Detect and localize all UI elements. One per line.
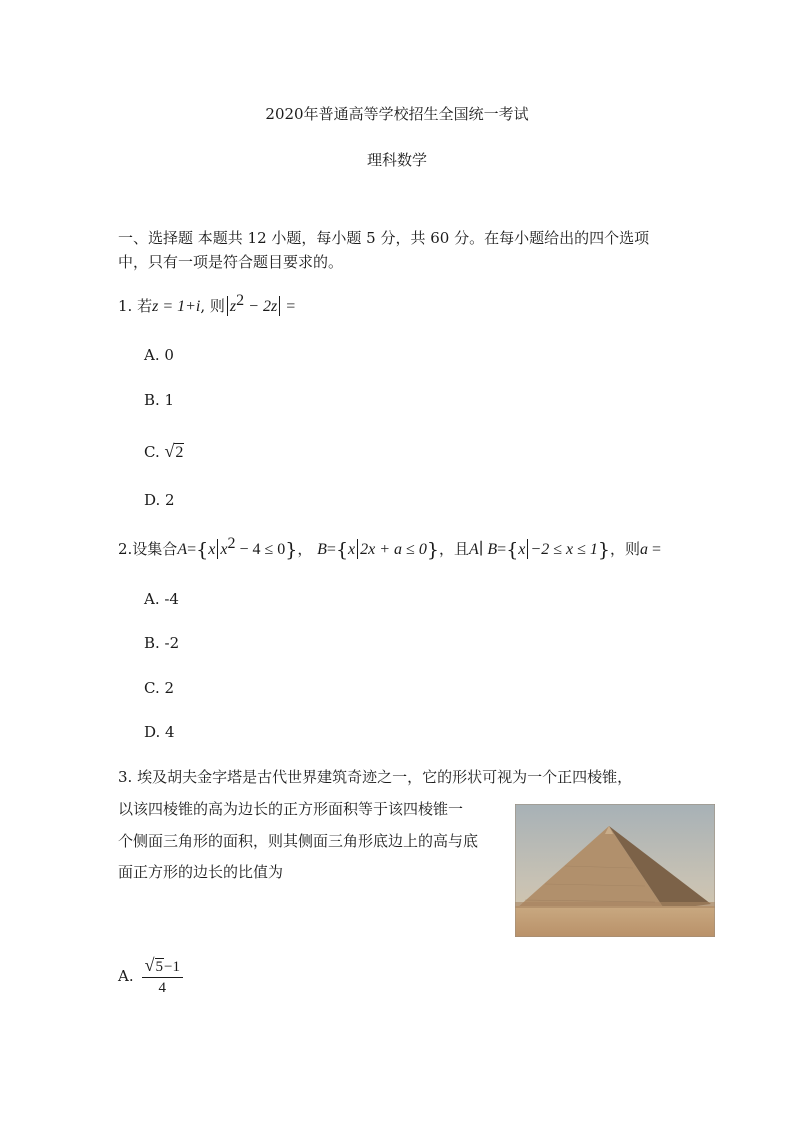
question-text: ，且 <box>438 540 469 558</box>
q3-line1: 3. 埃及胡夫金字塔是古代世界建筑奇迹之一，它的形状可视为一个正四棱锥， <box>118 768 633 786</box>
pyramid-photo <box>515 804 715 937</box>
set-b-cond: 2x + a ≤ 0 <box>360 541 427 558</box>
q3-line3: 个侧面三角形的面积，则其侧面三角形底边上的高与底 <box>118 832 479 850</box>
math-variable: z <box>229 298 237 315</box>
ask-var: a <box>639 541 648 558</box>
math-equals: = <box>282 298 296 315</box>
math-expression: − 2z <box>244 298 278 315</box>
q1-option-d: D. 2 <box>144 491 175 509</box>
q1-option-a: A. 0 <box>144 346 174 364</box>
q2-option-d: D. 4 <box>144 723 175 741</box>
option-label: C. <box>144 443 160 461</box>
set-bar <box>217 539 218 559</box>
set-b-var: x <box>348 541 356 558</box>
question-text: 若 <box>137 297 153 315</box>
fraction-denominator: 4 <box>158 980 167 996</box>
set-a-cond: x <box>220 541 228 558</box>
set-bar <box>357 539 358 559</box>
set-b-name: B <box>317 541 327 558</box>
sqrt-radicand: 2 <box>175 444 184 461</box>
set-bar <box>527 539 528 559</box>
question-2: 2.设集合A={x $x^2 - 4 \le 0$}， B={x 2x + a ≤ 0}，且A∣ B={x −2 ≤ x ≤ 1}，则a = <box>118 535 661 561</box>
set-a-name: A <box>177 541 188 558</box>
question-text: ，则 <box>609 540 640 558</box>
option-label: A. <box>118 967 134 985</box>
question-text: 2.设集合 <box>118 540 178 558</box>
math-expression: z = 1+i <box>152 298 201 315</box>
separator: ， <box>297 540 313 558</box>
abs-bar-right <box>279 296 280 316</box>
sqrt-sign-icon: √ <box>144 955 155 975</box>
sqrt-expression <box>165 441 185 462</box>
section-intro-line2: 中，只有一项是符合题目要求的。 <box>118 253 344 271</box>
fraction-expression <box>142 955 183 997</box>
question-text: , 则 <box>200 297 225 315</box>
q3-line4: 面正方形的边长的比值为 <box>118 863 284 881</box>
exam-title: 2020年普通高等学校招生全国统一考试 <box>265 105 529 123</box>
q2-option-b: B. -2 <box>144 634 180 652</box>
q3-option-a <box>118 955 183 997</box>
numerator-rest: −1 <box>164 959 180 975</box>
q1-option-c <box>144 441 184 462</box>
sqrt-sign-icon: √ <box>164 441 175 461</box>
int-var: x <box>518 541 526 558</box>
set-a-cond-rest: − 4 ≤ 0 <box>235 541 286 558</box>
math-exponent: 2 <box>236 292 245 309</box>
intersection-expr: A∣ B <box>468 541 498 558</box>
section-intro-line1: 一、选择题 本题共 12 小题，每小题 5 分，共 60 分。在每小题给出的四个选项 <box>118 229 650 247</box>
math-equals: = <box>647 541 661 558</box>
q3-line2: 以该四棱锥的高为边长的正方形面积等于该四棱锥一 <box>118 800 464 818</box>
fraction-numerator <box>142 955 183 978</box>
abs-bar-left <box>227 296 228 316</box>
sqrt-radicand: 5 <box>155 959 163 975</box>
q2-option-c: C. 2 <box>144 679 175 697</box>
question-1 <box>118 292 296 316</box>
exam-subtitle: 理科数学 <box>366 151 427 169</box>
set-a-var: x <box>208 541 216 558</box>
int-cond: −2 ≤ x ≤ 1 <box>530 541 598 558</box>
q2-option-a: A. -4 <box>144 590 179 608</box>
question-number: 1. <box>118 297 133 315</box>
q1-option-b: B. 1 <box>144 391 175 409</box>
math-exponent: 2 <box>227 535 236 552</box>
